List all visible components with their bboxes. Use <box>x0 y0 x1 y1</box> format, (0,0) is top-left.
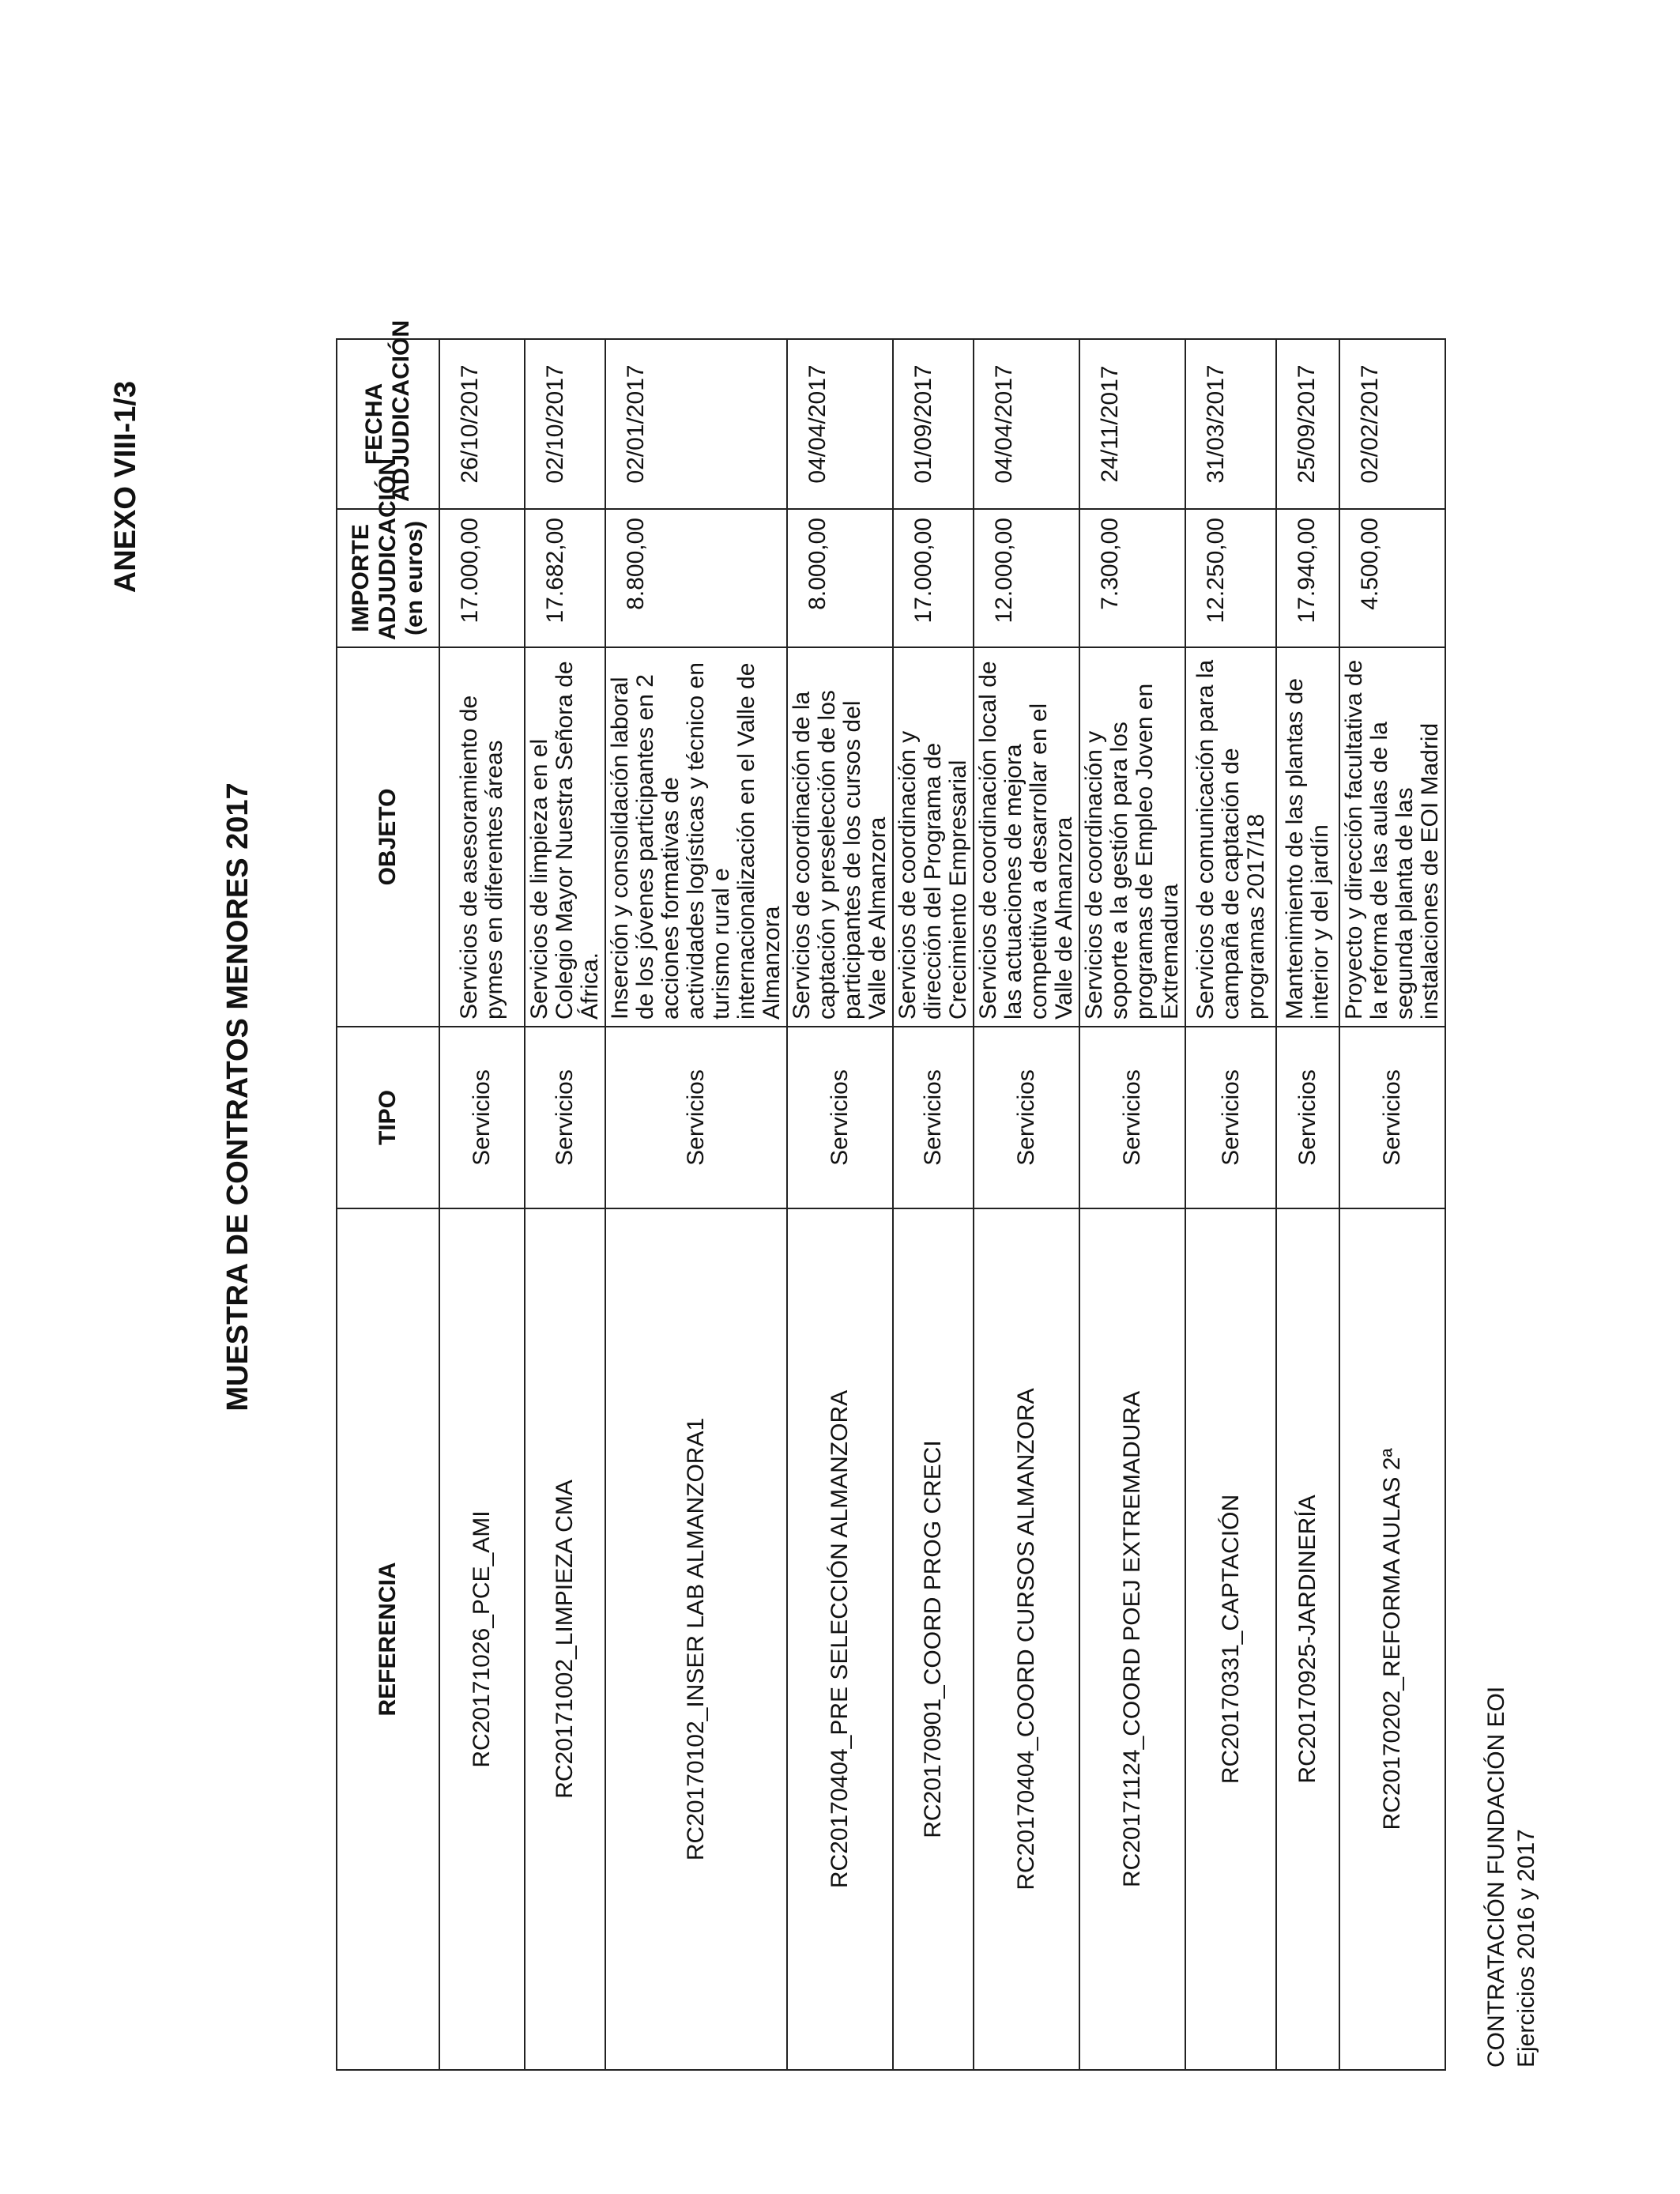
contracts-table <box>336 319 1446 2071</box>
reference-cell: RC20170925-JARDINERÍA <box>1276 1208 1339 2070</box>
column-header-importe <box>337 458 439 647</box>
object-cell: Servicios de coordinación y dirección del Programa de Crecimiento Empresarial <box>893 647 974 1027</box>
annex-label: ANEXO VIII-1/3 <box>109 381 142 594</box>
column-header-fecha <box>337 319 439 509</box>
date-cell: 31/03/2017 <box>1185 339 1276 509</box>
amount-cell: 4.500,00 <box>1339 509 1445 647</box>
period-label: Ejercicios 2016 y 2017 <box>1513 1829 1539 2068</box>
table-row <box>787 339 893 2070</box>
date-cell: 24/11/2017 <box>1079 339 1185 509</box>
fecha-header-line2: ADJUDICACIÓN <box>388 319 414 502</box>
org-name: CONTRATACIÓN FUNDACIÓN EOI <box>1483 1686 1509 2068</box>
column-header-tipo: TIPO <box>337 1027 439 1208</box>
amount-cell: 8.000,00 <box>787 509 893 647</box>
amount-cell: 12.000,00 <box>974 509 1079 647</box>
type-cell: Servicios <box>974 1027 1079 1208</box>
reference-cell: RC20170901_COORD PROG CRECI <box>893 1208 974 2070</box>
table-header-row <box>337 339 439 2070</box>
type-cell: Servicios <box>1339 1027 1445 1208</box>
date-cell: 04/04/2017 <box>787 339 893 509</box>
table-row <box>893 339 974 2070</box>
date-cell: 01/09/2017 <box>893 339 974 509</box>
table-row <box>1339 339 1445 2070</box>
type-cell: Servicios <box>893 1027 974 1208</box>
table-row <box>605 339 787 2070</box>
object-cell: Mantenimiento de las plantas de interior y del jardín <box>1276 647 1339 1027</box>
column-header-objeto: OBJETO <box>337 647 439 1027</box>
page-title: MUESTRA DE CONTRATOS MENORES 2017 <box>221 782 254 1412</box>
object-cell: Servicios de limpieza en el Colegio Mayor Nuestra Señora de África. <box>525 647 605 1027</box>
reference-cell: RC20170404_COORD CURSOS ALMANZORA <box>974 1208 1079 2070</box>
document-header <box>1482 1687 1542 2068</box>
fecha-header-line1: FECHA <box>361 383 387 466</box>
type-cell: Servicios <box>1276 1027 1339 1208</box>
reference-cell: RC20171124_COORD POEJ EXTREMADURA <box>1079 1208 1185 2070</box>
reference-cell: RC20170331_CAPTACIÓN <box>1185 1208 1276 2070</box>
amount-cell: 17.940,00 <box>1276 509 1339 647</box>
date-cell: 26/10/2017 <box>439 339 525 509</box>
importe-header-line1: IMPORTE <box>348 524 374 632</box>
object-cell: Servicios de coordinación y soporte a la gestión para los programas de Empleo Joven en Extremadura <box>1079 647 1185 1027</box>
date-cell: 25/09/2017 <box>1276 339 1339 509</box>
type-cell: Servicios <box>1079 1027 1185 1208</box>
reference-cell: RC20170202_REFORMA AULAS 2ª <box>1339 1208 1445 2070</box>
object-cell: Proyecto y dirección facultativa de la reforma de las aulas de la segunda planta de las instalaciones de EOI Madrid <box>1339 647 1445 1027</box>
date-cell: 02/10/2017 <box>525 339 605 509</box>
date-cell: 04/04/2017 <box>974 339 1079 509</box>
object-cell: Servicios de asesoramiento de pymes en diferentes áreas <box>439 647 525 1027</box>
type-cell: Servicios <box>605 1027 787 1208</box>
object-cell: Servicios de comunicación para la campaña de captación de programas 2017/18 <box>1185 647 1276 1027</box>
table-row <box>974 339 1079 2070</box>
amount-cell: 17.682,00 <box>525 509 605 647</box>
reference-cell: RC20170102_INSER LAB ALMANZORA1 <box>605 1208 787 2070</box>
object-cell: Servicios de coordinación de la captación y preselección de los participantes de los cursos del Valle de Almanzora <box>787 647 893 1027</box>
table-row <box>1079 339 1185 2070</box>
importe-header-line2: ADJUDICACIÓN <box>375 458 401 640</box>
date-cell: 02/02/2017 <box>1339 339 1445 509</box>
amount-cell: 12.250,00 <box>1185 509 1276 647</box>
reference-cell: RC20170404_PRE SELECCIÓN ALMANZORA <box>787 1208 893 2070</box>
amount-cell: 8.800,00 <box>605 509 787 647</box>
amount-cell: 17.000,00 <box>893 509 974 647</box>
object-cell: Inserción y consolidación laboral de los jóvenes participantes en 2 acciones formativas de actividades logísticas y técnico en turismo rural e internacionalización en el Valle de Almanzora <box>605 647 787 1027</box>
type-cell: Servicios <box>439 1027 525 1208</box>
importe-header-line3: (en euros) <box>401 520 428 636</box>
amount-cell: 17.000,00 <box>439 509 525 647</box>
object-cell: Servicios de coordinación local de las actuaciones de mejora competitiva a desarrollar en el Valle de Almanzora <box>974 647 1079 1027</box>
amount-cell: 7.300,00 <box>1079 509 1185 647</box>
reference-cell: RC20171026_PCE_AMI <box>439 1208 525 2070</box>
table-row <box>439 339 525 2070</box>
column-header-referencia: REFERENCIA <box>337 1208 439 2070</box>
table-row <box>1276 339 1339 2070</box>
type-cell: Servicios <box>525 1027 605 1208</box>
date-cell: 02/01/2017 <box>605 339 787 509</box>
type-cell: Servicios <box>787 1027 893 1208</box>
reference-cell: RC20171002_LIMPIEZA CMA <box>525 1208 605 2070</box>
table-row <box>525 339 605 2070</box>
type-cell: Servicios <box>1185 1027 1276 1208</box>
table-row <box>1185 339 1276 2070</box>
